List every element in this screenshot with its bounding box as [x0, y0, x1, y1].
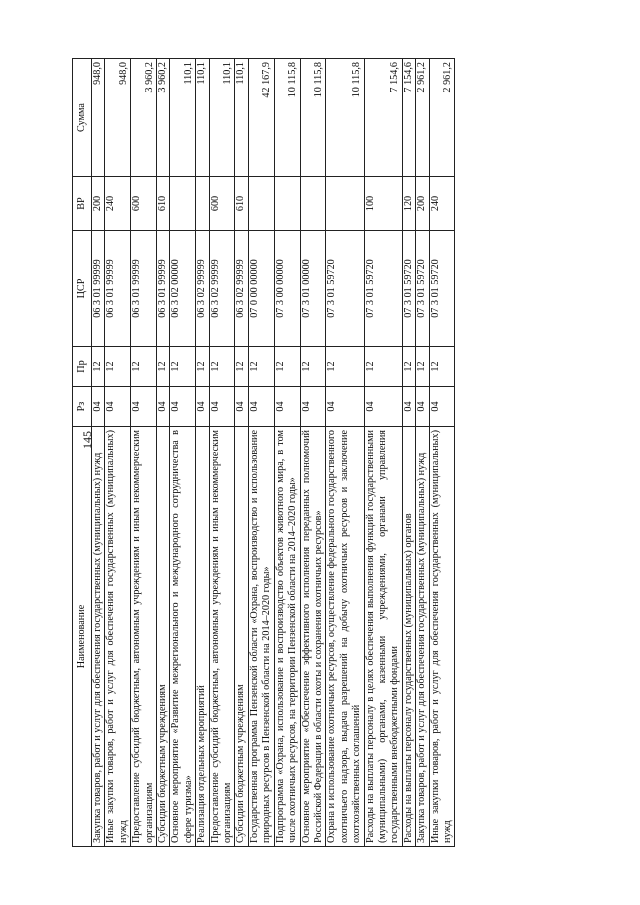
cell-sum: 110,1: [235, 59, 248, 177]
cell-sum: 7 154,6: [364, 59, 402, 177]
cell-vr: 600: [131, 177, 157, 231]
cell-sum: 110,1: [196, 59, 209, 177]
cell-csr: 07 3 01 59720: [402, 231, 415, 347]
cell-csr: 07 3 00 00000: [274, 231, 300, 347]
cell-pr: 12: [248, 347, 274, 387]
cell-name: Основное мероприятие «Обеспечение эффективного исполнения переданных полномочий Российской Федерации в области охоты и сохранения охотничьих ресурсов»: [300, 427, 326, 847]
cell-csr: 06 3 01 99999: [131, 231, 157, 347]
cell-rz: 04: [429, 387, 455, 427]
table-row: [235, 59, 248, 847]
cell-csr: 07 3 01 59720: [364, 231, 402, 347]
cell-rz: 04: [235, 387, 248, 427]
cell-vr: 600: [209, 177, 235, 231]
cell-vr: [300, 177, 326, 231]
cell-sum: 7 154,6: [402, 59, 415, 177]
header-name: Наименование: [73, 427, 92, 847]
cell-name: Иные закупки товаров, работ и услуг для обеспечения государственных (муниципальных) нужд: [429, 427, 455, 847]
cell-name: Государственная программа Пензенской области «Охрана, воспроизводство и использование природных ресурсов в Пензенской области на 2014–2020 годы»: [248, 427, 274, 847]
table-row: [429, 59, 455, 847]
table-row: [326, 59, 364, 847]
table-row: [170, 59, 196, 847]
table-row: [92, 59, 105, 847]
cell-pr: 12: [416, 347, 429, 387]
cell-vr: [196, 177, 209, 231]
cell-rz: 04: [248, 387, 274, 427]
cell-csr: 07 3 01 59720: [416, 231, 429, 347]
cell-pr: 12: [300, 347, 326, 387]
table-header-row: [73, 59, 92, 847]
cell-rz: 04: [209, 387, 235, 427]
table-row: [402, 59, 415, 847]
table-row: [209, 59, 235, 847]
cell-vr: [248, 177, 274, 231]
table-row: [248, 59, 274, 847]
cell-rz: 04: [402, 387, 415, 427]
header-sum: Сумма: [73, 59, 92, 177]
cell-pr: 12: [364, 347, 402, 387]
cell-name: Подпрограмма «Охрана, использование и воспроизводство объектов животного мира, в том числе охотничьих ресурсов, на территории Пензенской области на 2014–2020 годы»: [274, 427, 300, 847]
header-csr: ЦСР: [73, 231, 92, 347]
cell-csr: 07 3 01 59720: [326, 231, 364, 347]
cell-name: Расходы на выплаты персоналу в целях обеспечения выполнения функций государственными (муниципальными) органами, казенными учреждениями, органами управления государственными внебюджетными фондами: [364, 427, 402, 847]
cell-pr: 12: [235, 347, 248, 387]
cell-rz: 04: [170, 387, 196, 427]
cell-pr: 12: [92, 347, 105, 387]
cell-csr: 06 3 01 99999: [105, 231, 131, 347]
cell-vr: 610: [235, 177, 248, 231]
table-row: [131, 59, 157, 847]
cell-csr: 07 3 01 00000: [300, 231, 326, 347]
cell-name: Охрана и использование охотничьих ресурсов, осуществление федерального государственного охотничьего надзора, выдача разрешений на добычу охотничьих ресурсов и заключение охотхозяйственных соглашений: [326, 427, 364, 847]
budget-table: [72, 58, 455, 847]
cell-rz: 04: [274, 387, 300, 427]
cell-rz: 04: [196, 387, 209, 427]
cell-sum: 110,1: [209, 59, 235, 177]
cell-name: Иные закупки товаров, работ и услуг для обеспечения государственных (муниципальных) нужд: [105, 427, 131, 847]
cell-pr: 12: [402, 347, 415, 387]
cell-sum: 948,0: [92, 59, 105, 177]
cell-vr: 240: [429, 177, 455, 231]
cell-vr: 100: [364, 177, 402, 231]
table-body: [92, 59, 455, 847]
cell-pr: 12: [209, 347, 235, 387]
table-row: [300, 59, 326, 847]
cell-rz: 04: [92, 387, 105, 427]
cell-vr: 240: [105, 177, 131, 231]
table-row: [105, 59, 131, 847]
cell-pr: 12: [196, 347, 209, 387]
cell-sum: 2 961,2: [416, 59, 429, 177]
cell-sum: 42 167,9: [248, 59, 274, 177]
table-row: [274, 59, 300, 847]
cell-name: Предоставление субсидий бюджетным, автономным учреждениям и иным некоммерческим организациям: [209, 427, 235, 847]
cell-csr: 07 3 01 59720: [429, 231, 455, 347]
cell-rz: 04: [157, 387, 170, 427]
cell-csr: 06 3 01 99999: [157, 231, 170, 347]
cell-pr: 12: [105, 347, 131, 387]
cell-sum: 10 115,8: [326, 59, 364, 177]
cell-vr: 200: [416, 177, 429, 231]
cell-csr: 06 3 02 00000: [170, 231, 196, 347]
table-row: [364, 59, 402, 847]
cell-rz: 04: [105, 387, 131, 427]
budget-table-sheet: [72, 59, 559, 847]
cell-rz: 04: [300, 387, 326, 427]
cell-vr: 120: [402, 177, 415, 231]
header-pr: Пр: [73, 347, 92, 387]
table-row: [196, 59, 209, 847]
cell-sum: 948,0: [105, 59, 131, 177]
cell-sum: 110,1: [170, 59, 196, 177]
cell-rz: 04: [131, 387, 157, 427]
cell-name: Предоставление субсидий бюджетным, автономным учреждениям и иным некоммерческим организациям: [131, 427, 157, 847]
cell-pr: 12: [131, 347, 157, 387]
cell-pr: 12: [429, 347, 455, 387]
cell-name: Реализация отдельных мероприятий: [196, 427, 209, 847]
cell-csr: 06 3 01 99999: [92, 231, 105, 347]
cell-name: Закупка товаров, работ и услуг для обеспечения государственных (муниципальных) нужд: [92, 427, 105, 847]
cell-name: Расходы на выплаты персоналу государственных (муниципальных) органов: [402, 427, 415, 847]
cell-csr: 07 0 00 00000: [248, 231, 274, 347]
table-row: [157, 59, 170, 847]
cell-name: Закупка товаров, работ и услуг для обеспечения государственных (муниципальных) нужд: [416, 427, 429, 847]
table-row: [416, 59, 429, 847]
cell-vr: [170, 177, 196, 231]
cell-name: Основное мероприятие «Развитие межрегионального и международного сотрудничества в сфере туризма»: [170, 427, 196, 847]
cell-csr: 06 3 02 99999: [209, 231, 235, 347]
cell-pr: 12: [274, 347, 300, 387]
cell-vr: 610: [157, 177, 170, 231]
cell-rz: 04: [364, 387, 402, 427]
cell-name: Субсидии бюджетным учреждениям: [235, 427, 248, 847]
page-number: 145: [80, 431, 94, 449]
cell-name: Субсидии бюджетным учреждениям: [157, 427, 170, 847]
cell-rz: 04: [416, 387, 429, 427]
cell-pr: 12: [157, 347, 170, 387]
cell-csr: 06 3 02 99999: [196, 231, 209, 347]
cell-vr: [274, 177, 300, 231]
header-rz: Рз: [73, 387, 92, 427]
cell-pr: 12: [326, 347, 364, 387]
cell-pr: 12: [170, 347, 196, 387]
cell-sum: 3 960,2: [131, 59, 157, 177]
cell-sum: 2 961,2: [429, 59, 455, 177]
cell-sum: 10 115,8: [274, 59, 300, 177]
cell-vr: 200: [92, 177, 105, 231]
cell-rz: 04: [326, 387, 364, 427]
cell-sum: 10 115,8: [300, 59, 326, 177]
cell-sum: 3 960,2: [157, 59, 170, 177]
cell-vr: [326, 177, 364, 231]
cell-csr: 06 3 02 99999: [235, 231, 248, 347]
header-vr: ВР: [73, 177, 92, 231]
